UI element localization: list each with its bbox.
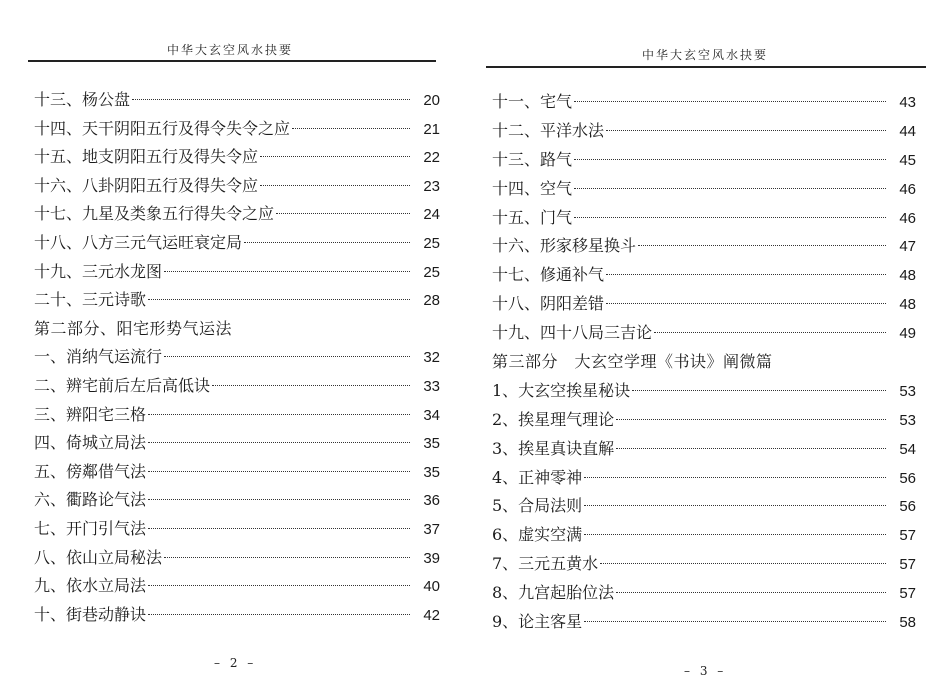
- toc-entry-title: 四、倚城立局法: [34, 433, 147, 453]
- toc-entry-page-number: 25: [423, 263, 440, 281]
- toc-entry-page-number: 57: [899, 585, 916, 603]
- toc-entry-page-number: 53: [899, 382, 916, 400]
- toc-entry: [492, 377, 916, 406]
- dot-leader: [164, 271, 410, 272]
- toc-entry-page-number: 43: [899, 94, 916, 111]
- toc-entry-title: 2、挨星理气理论: [492, 409, 615, 429]
- toc-entry-page-number: 53: [899, 411, 916, 429]
- dot-leader: [584, 477, 886, 478]
- toc-entry: [34, 458, 440, 487]
- toc-entry-page-number: 32: [423, 349, 440, 367]
- toc-entry-page-number: 57: [899, 556, 916, 574]
- toc-entry-title: 七、开门引气法: [34, 518, 147, 538]
- page-number: – 3 –: [684, 664, 727, 678]
- toc-entry-title: 6、虚实空满: [492, 525, 583, 545]
- dot-leader: [212, 385, 410, 386]
- toc-entry: [34, 515, 440, 544]
- toc-entry-page-number: 35: [423, 435, 440, 453]
- dot-leader: [148, 614, 410, 615]
- toc-entry: [492, 117, 916, 146]
- toc-entry-page-number: 49: [899, 325, 916, 343]
- toc-entry-title: 十六、形家移星换斗: [492, 236, 637, 256]
- toc-entry-title: 十八、阴阳差错: [492, 294, 605, 314]
- toc-entry-title: 5、合局法则: [492, 496, 583, 516]
- dot-leader: [164, 557, 410, 558]
- dot-leader: [584, 621, 886, 622]
- toc-entry-title: 7、三元五黄水: [492, 554, 599, 574]
- dot-leader: [616, 419, 886, 420]
- toc-entry-title: 十五、门气: [492, 207, 573, 227]
- dot-leader: [606, 303, 886, 304]
- toc-entry-page-number: 35: [423, 463, 440, 481]
- toc-entry-title: 十四、天干阴阳五行及得令失令之应: [34, 118, 291, 138]
- dot-leader: [574, 159, 886, 160]
- dot-leader: [148, 585, 410, 586]
- toc-entry-title: 一、消纳气运流行: [34, 347, 163, 367]
- toc-entry-title: 十七、修通补气: [492, 265, 605, 285]
- toc-entry: [492, 521, 916, 550]
- toc-entry-page-number: 47: [899, 238, 916, 256]
- toc-entry: [492, 579, 916, 608]
- toc-entry: [34, 200, 440, 229]
- dot-leader: [584, 505, 886, 506]
- dot-leader: [148, 442, 410, 443]
- toc-entry-page-number: 21: [423, 120, 440, 138]
- toc-entry-title: 4、正神零神: [492, 467, 583, 487]
- toc-entry-page-number: 37: [423, 520, 440, 538]
- toc-entry: [34, 343, 440, 372]
- dot-leader: [574, 101, 886, 102]
- toc-entry-page-number: 48: [899, 296, 916, 314]
- toc-entry-page-number: 42: [423, 606, 440, 624]
- toc-entry-page-number: 57: [899, 527, 916, 545]
- toc-entry: [34, 544, 440, 573]
- toc-entry-title: 十一、宅气: [492, 92, 573, 111]
- toc-entry-title: 九、依水立局法: [34, 576, 147, 596]
- toc-entry-title: 十九、四十八局三吉论: [492, 323, 653, 343]
- toc-entry: [34, 258, 440, 287]
- dot-leader: [606, 130, 886, 131]
- toc-entry: [34, 86, 440, 115]
- dot-leader: [616, 592, 886, 593]
- toc-entry-title: 十五、地支阴阳五行及得失令应: [34, 147, 259, 167]
- toc-entry-title: 第二部分、阳宅形势气运法: [34, 318, 233, 338]
- toc-entry-page-number: 45: [899, 151, 916, 169]
- toc-entry-page-number: 39: [423, 549, 440, 567]
- toc-section-heading: [492, 348, 916, 377]
- toc-entry-title: 二、辨宅前后左后高低诀: [34, 375, 211, 395]
- toc-entry-page-number: 36: [423, 492, 440, 510]
- toc-entry-title: 五、傍鄰借气法: [34, 461, 147, 481]
- dot-leader: [244, 242, 410, 243]
- toc-entry-title: 第三部分 大玄空学理《书诀》阐微篇: [492, 352, 773, 372]
- toc-list: [34, 86, 440, 629]
- toc-entry: [34, 486, 440, 515]
- dot-leader: [606, 274, 886, 275]
- toc-entry-page-number: 20: [423, 92, 440, 109]
- toc-entry: [492, 261, 916, 290]
- dot-leader: [260, 156, 410, 157]
- toc-entry-title: 六、衢路论气法: [34, 490, 147, 510]
- dot-leader: [276, 213, 410, 214]
- toc-entry-title: 十八、八方三元气运旺衰定局: [34, 232, 243, 252]
- toc-entry-page-number: 44: [899, 122, 916, 140]
- toc-entry-page-number: 46: [899, 209, 916, 227]
- dot-leader: [148, 528, 410, 529]
- toc-section-heading: [34, 315, 440, 344]
- toc-entry-title: 十七、九星及类象五行得失令之应: [34, 204, 275, 224]
- toc-entry-title: 十二、平洋水法: [492, 120, 605, 140]
- toc-entry-title: 十四、空气: [492, 178, 573, 198]
- toc-entry-page-number: 54: [899, 440, 916, 458]
- toc-entry-title: 二十、三元诗歌: [34, 290, 147, 310]
- left-page: [0, 0, 460, 694]
- toc-entry-title: 3、挨星真诀直解: [492, 438, 615, 458]
- running-header: 中华大玄空风水抉要: [166, 43, 293, 57]
- toc-entry: [492, 464, 916, 493]
- toc-entry-page-number: 40: [423, 578, 440, 596]
- toc-entry-title: 8、九宫起胎位法: [492, 583, 615, 603]
- toc-entry-title: 十九、三元水龙图: [34, 261, 163, 281]
- toc-entry: [492, 406, 916, 435]
- toc-entry-page-number: 24: [423, 206, 440, 224]
- dot-leader: [632, 390, 886, 391]
- toc-entry-title: 1、大玄空挨星秘诀: [492, 380, 631, 400]
- toc-entry: [492, 232, 916, 261]
- right-page: [470, 0, 936, 694]
- toc-entry-page-number: 48: [899, 267, 916, 285]
- dot-leader: [638, 245, 886, 246]
- toc-entry: [492, 175, 916, 204]
- dot-leader: [132, 99, 410, 100]
- header-rule: [28, 60, 436, 62]
- toc-entry-title: 十三、杨公盘: [34, 90, 131, 109]
- toc-entry-page-number: 33: [423, 377, 440, 395]
- toc-entry: [34, 115, 440, 144]
- dot-leader: [148, 414, 410, 415]
- toc-entry: [492, 146, 916, 175]
- toc-entry: [34, 229, 440, 258]
- dot-leader: [616, 448, 886, 449]
- toc-entry: [34, 601, 440, 630]
- toc-entry-page-number: 58: [899, 614, 916, 632]
- toc-entry-page-number: 34: [423, 406, 440, 424]
- toc-entry: [34, 372, 440, 401]
- toc-entry-title: 三、辨阳宅三格: [34, 404, 147, 424]
- toc-entry-page-number: 22: [423, 149, 440, 167]
- running-header: 中华大玄空风水抉要: [641, 48, 768, 62]
- toc-entry: [34, 286, 440, 315]
- dot-leader: [574, 217, 886, 218]
- toc-entry: [492, 435, 916, 464]
- toc-entry: [34, 143, 440, 172]
- dot-leader: [600, 563, 886, 564]
- toc-entry: [492, 204, 916, 233]
- toc-entry: [492, 608, 916, 637]
- toc-entry: [34, 401, 440, 430]
- toc-entry-page-number: 23: [423, 177, 440, 195]
- toc-entry: [34, 429, 440, 458]
- toc-entry: [492, 550, 916, 579]
- dot-leader: [654, 332, 886, 333]
- header-rule: [486, 66, 926, 68]
- toc-entry-title: 十、街巷动静诀: [34, 604, 147, 624]
- dot-leader: [574, 188, 886, 189]
- dot-leader: [260, 185, 410, 186]
- toc-list: [492, 88, 916, 637]
- dot-leader: [164, 356, 410, 357]
- toc-entry: [492, 88, 916, 117]
- toc-entry: [34, 172, 440, 201]
- dot-leader: [148, 471, 410, 472]
- toc-entry: [492, 290, 916, 319]
- toc-entry: [34, 572, 440, 601]
- toc-entry-title: 八、依山立局秘法: [34, 547, 163, 567]
- dot-leader: [148, 499, 410, 500]
- toc-entry-title: 9、论主客星: [492, 612, 583, 632]
- toc-entry-page-number: 46: [899, 180, 916, 198]
- toc-entry-page-number: 56: [899, 469, 916, 487]
- toc-entry-page-number: 56: [899, 498, 916, 516]
- toc-entry-title: 十三、路气: [492, 149, 573, 169]
- toc-entry-page-number: 28: [423, 292, 440, 310]
- toc-entry: [492, 319, 916, 348]
- toc-entry: [492, 492, 916, 521]
- toc-entry-title: 十六、八卦阴阳五行及得失令应: [34, 175, 259, 195]
- toc-entry-page-number: 25: [423, 234, 440, 252]
- dot-leader: [292, 128, 410, 129]
- dot-leader: [584, 534, 886, 535]
- page-number: – 2 –: [214, 656, 257, 670]
- dot-leader: [148, 299, 410, 300]
